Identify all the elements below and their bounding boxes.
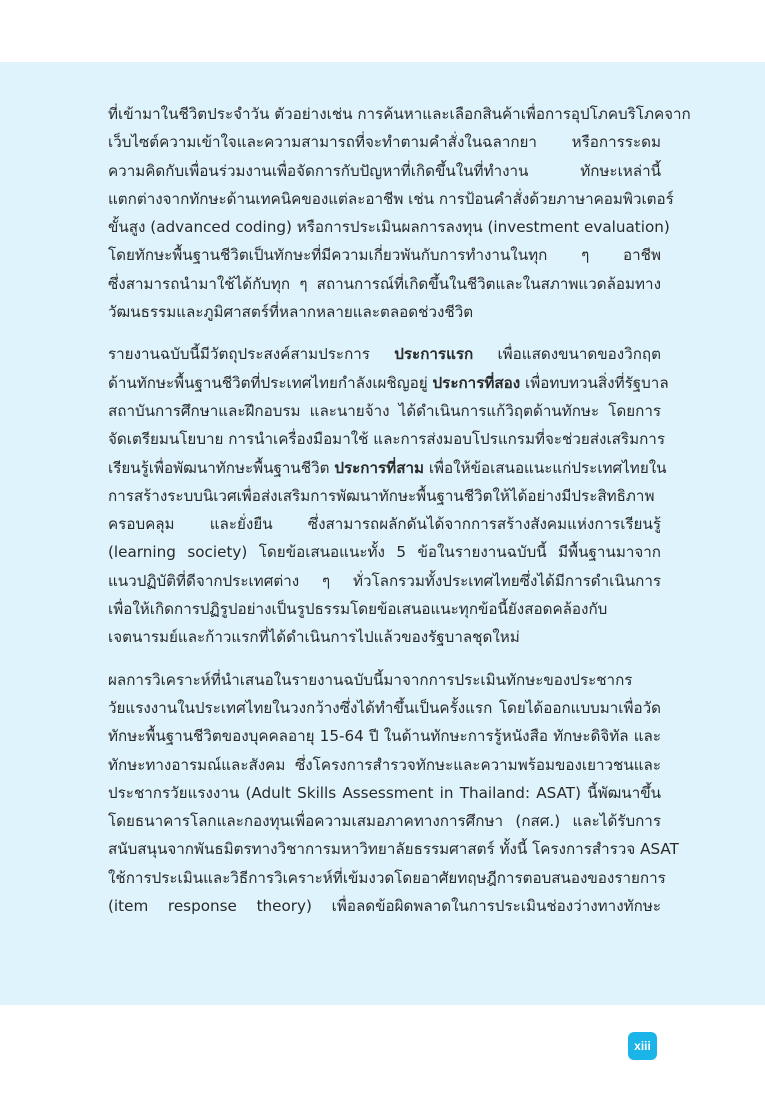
text-segment: สนับสนุนจากพันธมิตรทางวิชาการมหาวิทยาลัยธรรมศาสตร์ ทั้งนี้ โครงการสำรวจ ASAT (108, 840, 679, 859)
text-line (108, 454, 667, 482)
text-segment: จัดเตรียมนโยบาย การนำเครื่องมือมาใช้ และการส่งมอบโปรแกรมที่จะช่วยส่งเสริมการ (108, 430, 665, 449)
text-segment: การสร้างระบบนิเวศเพื่อส่งเสริมการพัฒนาทักษะพื้นฐานชีวิตให้ได้อย่างมีประสิทธิภาพ (108, 486, 655, 505)
text-segment: สถาบันการศึกษาและฝึกอบรม และนายจ้าง ได้ดำเนินการแก้วิฤตด้านทักษะ โดยการ (108, 401, 661, 420)
text-line (108, 538, 661, 566)
text-line (108, 270, 661, 298)
text-line (108, 722, 661, 750)
bold-text: ประการแรก (394, 345, 474, 364)
text-segment: ทักษะพื้นฐานชีวิตของบุคคลอายุ 15-64 ปี ในด้านทักษะการรู้หนังสือ ทักษะดิจิทัล และ (108, 727, 661, 746)
text-segment: รายงานฉบับนี้มีวัตถุประสงค์สามประการ (108, 345, 395, 364)
text-segment: ครอบคลุม และยั่งยืน ซึ่งสามารถผลักดันได้จากการสร้างสังคมแห่งการเรียนรู้ (108, 515, 661, 534)
text-line (108, 425, 665, 453)
text-segment: ขั้นสูง (advanced coding) หรือการประเมินผลการลงทุน (investment evaluation) (108, 218, 670, 237)
body-text (108, 100, 691, 934)
text-segment: ด้านทักษะพื้นฐานชีวิตที่ประเทศไทยกำลังเผชิญอยู่ (108, 373, 433, 392)
paragraph (108, 100, 691, 326)
text-segment: โดยทักษะพื้นฐานชีวิตเป็นทักษะที่มีความเกี่ยวพันกับการทำงานในทุก ๆ อาชีพ (108, 246, 661, 265)
text-line (108, 100, 691, 128)
text-line (108, 397, 661, 425)
text-segment: วัยแรงงานในประเทศไทยในวงกว้างซึ่งได้ทำขึ้นเป็นครั้งแรก โดยได้ออกแบบมาเพื่อวัด (108, 698, 661, 717)
text-segment: ประชากรวัยแรงงาน (Adult Skills Assessment in Thailand: ASAT) นี้พัฒนาขึ้น (108, 783, 661, 802)
text-line (108, 807, 661, 835)
text-line (108, 694, 661, 722)
text-segment: ทักษะทางอารมณ์และสังคม ซึ่งโครงการสำรวจทักษะและความพร้อมของเยาวชนและ (108, 755, 661, 774)
text-line (108, 369, 669, 397)
text-line (108, 510, 661, 538)
text-segment: แนวปฏิบัติที่ดีจากประเทศต่าง ๆ ทั่วโลกรวมทั้งประเทศไทยซึ่งได้มีการดำเนินการ (108, 571, 661, 590)
text-line (108, 892, 661, 920)
text-line (108, 595, 661, 623)
text-line (108, 185, 674, 213)
text-line (108, 157, 661, 185)
text-segment: เพื่อแสดงขนาดของวิกฤต (473, 345, 661, 364)
page-number-badge: xiii (628, 1032, 657, 1060)
text-line (108, 340, 661, 368)
text-segment: เพื่อให้เกิดการปฏิรูปอย่างเป็นรูปธรรมโดยข้อเสนอแนะทุกข้อนี้ยังสอดคล้องกับ (108, 600, 608, 619)
text-line (108, 779, 661, 807)
bold-text: ประการที่สาม (334, 458, 425, 477)
text-segment: วัฒนธรรมและภูมิศาสตร์ที่หลากหลายและตลอดช่วงชีวิต (108, 303, 474, 322)
text-line (108, 298, 661, 326)
text-segment: ที่เข้ามาในชีวิตประจำวัน ตัวอย่างเช่น การค้นหาและเลือกสินค้าเพื่อการอุปโภคบริโภคจาก (108, 105, 691, 123)
text-line (108, 128, 661, 156)
paragraph (108, 666, 679, 921)
text-line (108, 482, 661, 510)
text-segment: แตกต่างจากทักษะด้านเทคนิคของแต่ละอาชีพ เช่น การป้อนคำสั่งด้วยภาษาคอมพิวเตอร์ (108, 189, 674, 208)
text-segment: ซึ่งสามารถนำมาใช้ได้กับทุก ๆ สถานการณ์ที่เกิดขึ้นในชีวิตและในสภาพแวดล้อมทาง (108, 274, 661, 293)
text-segment: ความคิดกับเพื่อนร่วมงานเพื่อจัดการกับปัญหาที่เกิดขึ้นในที่ทำงาน ทักษะเหล่านี้ (108, 161, 661, 180)
text-line (108, 751, 661, 779)
text-segment: เพื่อให้ข้อเสนอแนะแก่ประเทศไทยใน (424, 458, 667, 477)
text-line (108, 666, 661, 694)
text-segment: (learning society) โดยข้อเสนอแนะทั้ง 5 ข้อในรายงานฉบับนี้ มีพื้นฐานมาจาก (108, 543, 661, 562)
text-line (108, 835, 679, 863)
text-segment: โดยธนาคารโลกและกองทุนเพื่อความเสมอภาคทางการศึกษา (กสศ.) และได้รับการ (108, 812, 661, 831)
paragraph (108, 340, 669, 651)
text-segment: เจตนารมย์และก้าวแรกที่ได้ดำเนินการไปแล้วของรัฐบาลชุดใหม่ (108, 628, 520, 647)
text-segment: เรียนรู้เพื่อพัฒนาทักษะพื้นฐานชีวิต (108, 458, 335, 477)
text-line (108, 241, 661, 269)
text-segment: เว็บไซต์ความเข้าใจและความสามารถที่จะทำตามคำสั่งในฉลากยา หรือการระดม (108, 133, 661, 152)
text-line (108, 864, 666, 892)
text-segment: ใช้การประเมินและวิธีการวิเคราะห์ที่เข้มงวดโดยอาศัยทฤษฎีการตอบสนองของรายการ (108, 868, 666, 887)
bold-text: ประการที่สอง (432, 373, 521, 392)
text-line (108, 567, 661, 595)
text-line (108, 623, 661, 651)
text-segment: ผลการวิเคราะห์ที่นำเสนอในรายงานฉบับนี้มาจากการประเมินทักษะของประชากร (108, 670, 633, 689)
text-segment: เพื่อทบทวนสิ่งที่รัฐบาล (520, 373, 669, 392)
text-segment: (item response theory) เพื่อลดข้อผิดพลาดในการประเมินช่องว่างทางทักษะ (108, 897, 661, 916)
text-line (108, 213, 670, 241)
